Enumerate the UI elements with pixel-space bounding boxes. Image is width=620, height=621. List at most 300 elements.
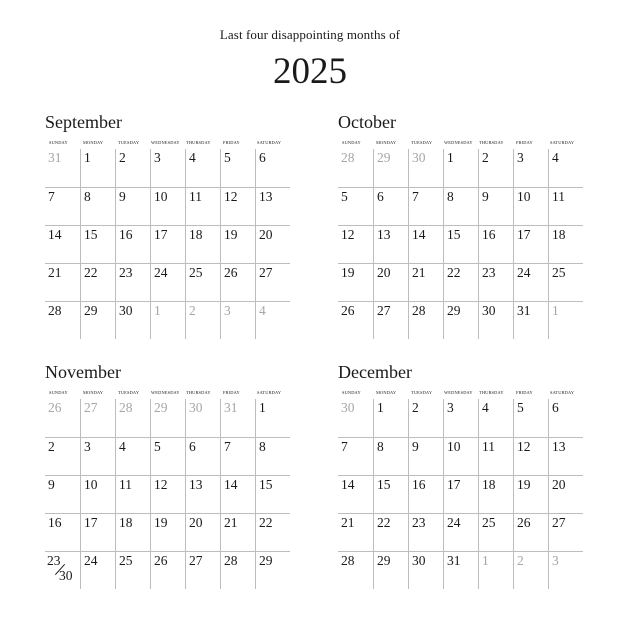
day-cell	[255, 437, 290, 475]
day-cell	[115, 399, 150, 437]
day-cell	[373, 475, 408, 513]
day-number: 13	[259, 189, 273, 204]
day-number: 29	[447, 303, 461, 318]
day-cell	[255, 301, 290, 339]
day-cell	[185, 399, 220, 437]
day-number: 25	[552, 265, 566, 280]
day-cell	[338, 399, 373, 437]
day-cell	[150, 263, 185, 301]
day-cell	[150, 149, 185, 187]
day-cell	[45, 551, 80, 589]
day-number: 20	[259, 227, 273, 242]
day-number: 19	[517, 477, 531, 492]
weekday-label: SATURDAY	[257, 390, 282, 395]
weekday-label: THURSDAY	[479, 390, 504, 395]
day-number: 28	[224, 553, 238, 568]
day-cell	[408, 263, 443, 301]
day-number: 16	[482, 227, 496, 242]
day-number: 27	[189, 553, 203, 568]
day-number: 6	[259, 150, 266, 165]
day-cell	[478, 225, 513, 263]
day-cell	[115, 437, 150, 475]
day-number: 1	[259, 400, 266, 415]
day-number: 26	[154, 553, 168, 568]
day-cell	[548, 437, 583, 475]
day-cell	[220, 187, 255, 225]
day-cell	[115, 475, 150, 513]
day-number-adjacent-month: 1	[154, 303, 161, 318]
day-number: 2	[412, 400, 419, 415]
weekday-label: MONDAY	[376, 140, 397, 145]
day-cell	[115, 225, 150, 263]
day-cell	[220, 437, 255, 475]
day-cell	[513, 301, 548, 339]
day-number: 19	[154, 515, 168, 530]
day-cell	[115, 513, 150, 551]
weekday-label: TUESDAY	[118, 140, 140, 145]
day-number: 8	[259, 439, 266, 454]
day-cell	[255, 225, 290, 263]
day-number: 30	[59, 568, 73, 583]
day-cell	[443, 399, 478, 437]
day-number: 24	[517, 265, 531, 280]
day-cell	[255, 399, 290, 437]
day-cell	[255, 551, 290, 589]
day-number: 3	[517, 150, 524, 165]
day-cell	[185, 301, 220, 339]
day-cell	[478, 149, 513, 187]
day-cell	[373, 513, 408, 551]
calendar-year: 2025	[273, 51, 347, 92]
day-number: 21	[224, 515, 238, 530]
month-title: December	[338, 362, 412, 382]
day-number: 24	[154, 265, 168, 280]
weekday-label: MONDAY	[83, 140, 104, 145]
day-cell	[338, 551, 373, 589]
day-cell	[220, 149, 255, 187]
day-cell	[45, 513, 80, 551]
weekday-header-row	[338, 140, 583, 148]
day-number: 10	[517, 189, 531, 204]
day-number-adjacent-month: 29	[377, 150, 391, 165]
day-cell	[478, 551, 513, 589]
day-cell	[338, 225, 373, 263]
day-number: 28	[48, 303, 62, 318]
day-number-adjacent-month: 1	[482, 553, 489, 568]
day-number: 28	[412, 303, 426, 318]
day-cell	[255, 149, 290, 187]
day-number: 5	[224, 150, 231, 165]
day-number: 1	[84, 150, 91, 165]
day-number: 22	[84, 265, 98, 280]
day-cell	[548, 475, 583, 513]
day-number: 6	[189, 439, 196, 454]
day-number: 2	[482, 150, 489, 165]
day-number: 4	[119, 439, 126, 454]
day-cell	[80, 187, 115, 225]
day-cell	[443, 263, 478, 301]
day-cell	[45, 437, 80, 475]
weekday-label: WEDNESDAY	[444, 390, 473, 395]
day-number: 21	[341, 515, 355, 530]
day-cell	[408, 513, 443, 551]
day-number: 17	[447, 477, 461, 492]
day-cell	[443, 513, 478, 551]
day-number: 31	[517, 303, 531, 318]
day-cell	[338, 263, 373, 301]
day-cell	[548, 399, 583, 437]
day-number: 12	[154, 477, 168, 492]
day-cell	[513, 149, 548, 187]
day-cell	[548, 225, 583, 263]
day-cell	[548, 263, 583, 301]
day-number: 14	[412, 227, 426, 242]
month-grid	[45, 149, 290, 339]
weekday-label: SUNDAY	[49, 390, 68, 395]
day-number-adjacent-month: 28	[119, 400, 133, 415]
day-cell	[478, 301, 513, 339]
day-cell	[220, 225, 255, 263]
weekday-label: TUESDAY	[411, 390, 433, 395]
day-number: 26	[341, 303, 355, 318]
day-cell	[373, 301, 408, 339]
weekday-label: FRIDAY	[516, 140, 533, 145]
day-cell	[220, 475, 255, 513]
day-number: 24	[447, 515, 461, 530]
day-number: 27	[377, 303, 391, 318]
day-cell	[80, 301, 115, 339]
day-cell	[80, 149, 115, 187]
day-number: 9	[412, 439, 419, 454]
day-number: 6	[377, 189, 384, 204]
day-number: 5	[154, 439, 161, 454]
day-cell	[548, 551, 583, 589]
day-number: 17	[84, 515, 98, 530]
day-cell	[115, 551, 150, 589]
day-number-adjacent-month: 31	[48, 150, 62, 165]
weekday-label: SATURDAY	[257, 140, 282, 145]
day-number-adjacent-month: 30	[341, 400, 355, 415]
day-number: 29	[259, 553, 273, 568]
day-number: 21	[48, 265, 62, 280]
day-cell	[150, 187, 185, 225]
day-number: 4	[482, 400, 489, 415]
day-cell	[185, 187, 220, 225]
day-cell	[443, 225, 478, 263]
day-cell	[408, 301, 443, 339]
day-number: 15	[259, 477, 273, 492]
day-number: 7	[48, 189, 55, 204]
day-number: 8	[377, 439, 384, 454]
day-cell	[548, 513, 583, 551]
day-number-adjacent-month: 30	[412, 150, 426, 165]
day-cell	[408, 399, 443, 437]
day-number: 13	[189, 477, 203, 492]
day-number: 23	[412, 515, 426, 530]
day-number-adjacent-month: 3	[552, 553, 559, 568]
day-number: 20	[189, 515, 203, 530]
day-cell	[255, 263, 290, 301]
day-number: 21	[412, 265, 426, 280]
day-cell	[513, 513, 548, 551]
day-number: 20	[552, 477, 566, 492]
day-number-adjacent-month: 3	[224, 303, 231, 318]
day-number: 8	[84, 189, 91, 204]
day-cell	[220, 513, 255, 551]
weekday-label: SATURDAY	[550, 390, 575, 395]
day-cell	[150, 513, 185, 551]
day-number: 14	[341, 477, 355, 492]
day-number-adjacent-month: 2	[189, 303, 196, 318]
day-cell	[408, 187, 443, 225]
day-cell	[220, 399, 255, 437]
day-number: 16	[48, 515, 62, 530]
day-number: 4	[189, 150, 196, 165]
weekday-label: FRIDAY	[516, 390, 533, 395]
day-cell	[548, 187, 583, 225]
weekday-label: SUNDAY	[342, 390, 361, 395]
day-cell	[408, 149, 443, 187]
day-cell	[548, 149, 583, 187]
day-number-adjacent-month: 27	[84, 400, 98, 415]
day-number-adjacent-month: 31	[224, 400, 238, 415]
day-cell	[478, 437, 513, 475]
weekday-header-row	[45, 390, 290, 398]
weekday-label: THURSDAY	[479, 140, 504, 145]
day-cell	[80, 551, 115, 589]
day-number: 9	[482, 189, 489, 204]
day-number-adjacent-month: 30	[189, 400, 203, 415]
day-number: 27	[259, 265, 273, 280]
day-cell	[513, 551, 548, 589]
day-cell	[150, 399, 185, 437]
day-cell	[338, 187, 373, 225]
weekday-label: FRIDAY	[223, 390, 240, 395]
day-number-adjacent-month: 28	[341, 150, 355, 165]
day-cell	[45, 225, 80, 263]
day-number: 25	[482, 515, 496, 530]
day-cell	[478, 513, 513, 551]
day-number: 2	[119, 150, 126, 165]
day-number: 10	[154, 189, 168, 204]
day-cell	[150, 475, 185, 513]
day-cell	[443, 187, 478, 225]
day-cell	[478, 263, 513, 301]
weekday-label: THURSDAY	[186, 140, 211, 145]
weekday-header-row	[45, 140, 290, 148]
day-cell	[185, 263, 220, 301]
day-cell	[478, 475, 513, 513]
weekday-label: TUESDAY	[411, 140, 433, 145]
day-number: 2	[48, 439, 55, 454]
day-cell	[80, 475, 115, 513]
day-cell	[513, 225, 548, 263]
day-number: 7	[341, 439, 348, 454]
day-number: 14	[48, 227, 62, 242]
day-number: 1	[447, 150, 454, 165]
day-cell	[513, 437, 548, 475]
day-number: 5	[517, 400, 524, 415]
day-cell	[443, 437, 478, 475]
day-cell	[80, 399, 115, 437]
day-number: 18	[482, 477, 496, 492]
day-cell	[255, 187, 290, 225]
day-number: 9	[119, 189, 126, 204]
day-cell	[150, 437, 185, 475]
weekday-header-row	[338, 390, 583, 398]
day-cell	[408, 475, 443, 513]
day-number: 10	[447, 439, 461, 454]
day-number: 10	[84, 477, 98, 492]
day-cell	[513, 187, 548, 225]
weekday-label: TUESDAY	[118, 390, 140, 395]
day-number: 4	[552, 150, 559, 165]
day-cell	[185, 551, 220, 589]
day-cell	[80, 437, 115, 475]
day-number: 11	[482, 439, 495, 454]
weekday-label: WEDNESDAY	[151, 140, 180, 145]
day-number: 12	[517, 439, 531, 454]
weekday-label: SATURDAY	[550, 140, 575, 145]
day-cell	[185, 149, 220, 187]
day-cell	[478, 187, 513, 225]
day-cell	[80, 225, 115, 263]
day-cell	[255, 513, 290, 551]
day-number: 16	[412, 477, 426, 492]
month-grid	[338, 399, 583, 589]
day-number: 11	[119, 477, 132, 492]
day-cell	[443, 301, 478, 339]
day-number: 5	[341, 189, 348, 204]
day-cell	[338, 437, 373, 475]
day-cell	[45, 187, 80, 225]
weekday-label: MONDAY	[83, 390, 104, 395]
day-cell	[220, 301, 255, 339]
day-cell	[115, 149, 150, 187]
day-cell	[185, 437, 220, 475]
day-cell	[45, 263, 80, 301]
day-cell	[478, 399, 513, 437]
day-number: 22	[259, 515, 273, 530]
day-number: 18	[119, 515, 133, 530]
day-number-adjacent-month: 2	[517, 553, 524, 568]
day-cell	[338, 513, 373, 551]
day-number: 22	[377, 515, 391, 530]
day-number: 26	[517, 515, 531, 530]
day-number: 30	[482, 303, 496, 318]
day-cell	[373, 263, 408, 301]
day-cell	[513, 399, 548, 437]
day-cell	[338, 475, 373, 513]
day-cell	[115, 187, 150, 225]
day-cell	[373, 149, 408, 187]
day-cell	[45, 301, 80, 339]
day-cell	[45, 149, 80, 187]
day-number: 19	[341, 265, 355, 280]
day-cell	[548, 301, 583, 339]
day-cell	[185, 225, 220, 263]
day-number: 26	[224, 265, 238, 280]
weekday-label: FRIDAY	[223, 140, 240, 145]
day-number: 9	[48, 477, 55, 492]
day-number: 27	[552, 515, 566, 530]
day-cell	[150, 301, 185, 339]
day-cell	[185, 513, 220, 551]
day-cell	[115, 301, 150, 339]
day-cell	[513, 263, 548, 301]
day-cell	[220, 551, 255, 589]
day-cell	[373, 437, 408, 475]
day-cell	[408, 437, 443, 475]
day-number: 3	[154, 150, 161, 165]
day-number: 8	[447, 189, 454, 204]
day-number: 23	[482, 265, 496, 280]
day-number: 31	[447, 553, 461, 568]
month-grid	[338, 149, 583, 339]
weekday-label: MONDAY	[376, 390, 397, 395]
day-number: 14	[224, 477, 238, 492]
day-number: 18	[552, 227, 566, 242]
day-number: 17	[517, 227, 531, 242]
day-cell	[373, 187, 408, 225]
day-cell	[373, 399, 408, 437]
day-number: 22	[447, 265, 461, 280]
month-grid	[45, 399, 290, 589]
day-number: 13	[552, 439, 566, 454]
month-title: September	[45, 112, 122, 132]
day-number: 15	[377, 477, 391, 492]
day-number: 23	[47, 553, 61, 568]
day-number: 12	[224, 189, 238, 204]
day-number: 30	[412, 553, 426, 568]
day-number: 15	[447, 227, 461, 242]
day-number: 11	[552, 189, 565, 204]
day-number: 29	[84, 303, 98, 318]
day-number: 17	[154, 227, 168, 242]
day-cell	[408, 225, 443, 263]
day-cell	[115, 263, 150, 301]
day-number: 29	[377, 553, 391, 568]
weekday-label: WEDNESDAY	[151, 390, 180, 395]
day-number: 15	[84, 227, 98, 242]
day-number: 19	[224, 227, 238, 242]
day-number-adjacent-month: 1	[552, 303, 559, 318]
day-number: 7	[224, 439, 231, 454]
day-number-adjacent-month: 26	[48, 400, 62, 415]
month-title: November	[45, 362, 121, 382]
day-number-adjacent-month: 29	[154, 400, 168, 415]
day-cell	[185, 475, 220, 513]
weekday-label: WEDNESDAY	[444, 140, 473, 145]
day-number: 6	[552, 400, 559, 415]
day-cell	[255, 475, 290, 513]
day-number: 20	[377, 265, 391, 280]
day-number: 3	[447, 400, 454, 415]
day-number: 24	[84, 553, 98, 568]
day-number-adjacent-month: 4	[259, 303, 266, 318]
day-cell	[80, 263, 115, 301]
day-cell	[150, 225, 185, 263]
day-number: 7	[412, 189, 419, 204]
day-cell	[45, 475, 80, 513]
weekday-label: SUNDAY	[342, 140, 361, 145]
day-cell	[373, 551, 408, 589]
day-number: 13	[377, 227, 391, 242]
weekday-label: THURSDAY	[186, 390, 211, 395]
day-cell	[443, 551, 478, 589]
day-cell	[338, 149, 373, 187]
weekday-label: SUNDAY	[49, 140, 68, 145]
